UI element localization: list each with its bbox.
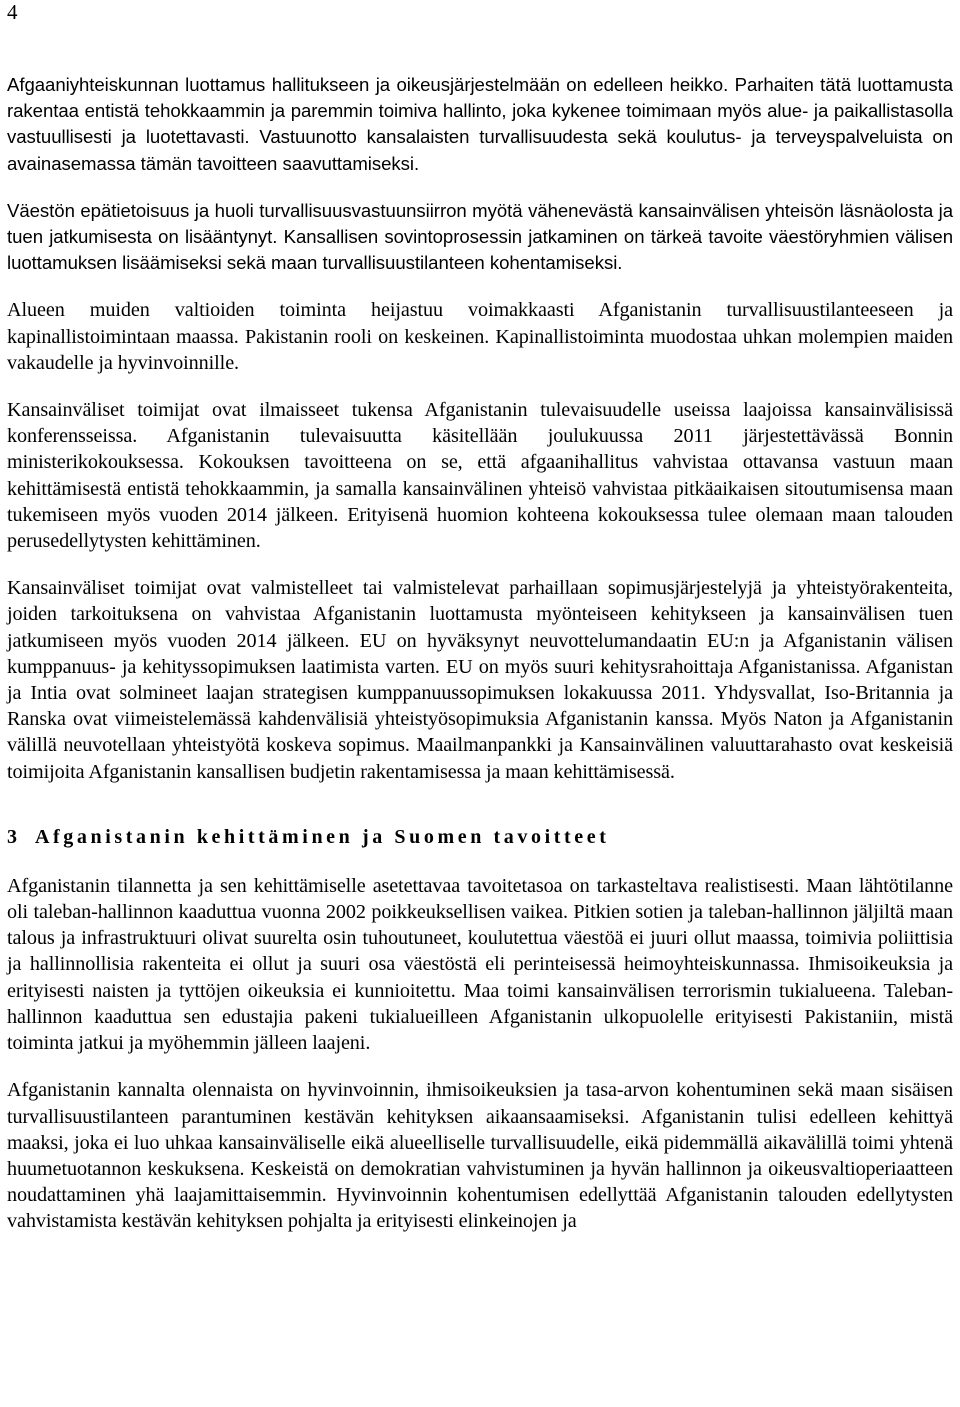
paragraph-regional-states: Alueen muiden valtioiden toiminta heijastuu voimakkaasti Afganistanin turvallisuustilanteeseen ja kapinallistoimintaan maassa. Pakistanin rooli on keskeinen. Kapinallistoiminta muodostaa uhkan molempien maiden vakaudelle ja hyvinvoinnille.	[7, 299, 953, 374]
paragraph-realistic-assessment: Afganistanin tilannetta ja sen kehittämiselle asetettavaa tavoitetasoa on tarkasteltava realistisesti. Maan lähtötilanne oli taleban-hallinnon kaaduttua vuonna 2002 poikkeuksellisen vaikea. Pitkien sotien ja taleban-hallinnon jäljiltä maan talous ja infrastruktuuri olivat suurelta osin tuhoutuneet, koulutettua väestöä ei juuri ollut maassa, toimivia poliittisia ja hallinnollisia rakenteita ei ollut ja suuri osa väestöstä eli perinteisessä heimoyhteiskunnassa. Ihmisoikeuksia ja erityisesti naisten ja tyttöjen oikeuksia ei kunnioitettu. Maa toimi kansainvälisen terrorismin tukialueena. Taleban-hallinnon kaaduttua sen edustajia pakeni tukialueilleen Afganistanin ulkopuolelle erityisesti Pakistaniin, mistä toiminta jatkui ja myöhemmin jälleen laajeni.	[7, 874, 953, 1055]
page-number: 4	[7, 0, 18, 24]
section-number: 3	[7, 825, 17, 848]
paragraph-cooperation-agreements: Kansainväliset toimijat ovat valmistelleet tai valmistelevat parhaillaan sopimusjärjestelyjä ja yhteistyörakenteita, joiden tarkoituksena on vahvistaa Afganistanin luottamusta myönteiseen kehitykseen ja kansainvälisen tuen jatkumiseen myös vuoden 2014 jälkeen. EU on hyväksynyt neuvottelumandaatin EU:n ja Afganistanin välisen kumppanuus- ja kehityssopimuksen laatimista varten. EU on myös suuri kehitysrahoittaja Afganistanissa. Afganistan ja Intia ovat solmineet laajan strategisen kumppanuussopimuksen lokakuussa 2011. Yhdysvallat, Iso-Britannia ja Ranska ovat viimeistelemässä kahdenvälisiä yhteistyösopimuksia Afganistanin kanssa. Myös Naton ja Afganistanin välillä neuvotellaan yhteistyötä koskeva sopimus. Maailmanpankki ja Kansainvälinen valuuttarahasto ovat keskeisiä toimijoita Afganistanin kansallisen budjetin rakentamisessa ja maan kehittämisessä.	[7, 577, 953, 783]
document-body	[7, 72, 953, 1235]
section-heading	[7, 824, 953, 850]
paragraph-population-uncertainty: Väestön epätietoisuus ja huoli turvallisuusvastuunsiirron myötä vähenevästä kansainvälisen yhteisön läsnäolosta ja tuen jatkumisesta on lisääntynyt. Kansallisen sovintoprosessin jatkaminen on tärkeä tavoite väestöryhmien välisen luottamuksen lisäämiseksi sekä maan turvallisuustilanteen kohentamiseksi.	[7, 199, 953, 274]
section-title: Afganistanin kehittäminen ja Suomen tavoitteet	[35, 825, 610, 848]
paragraph-international-support: Kansainväliset toimijat ovat ilmaisseet tukensa Afganistanin tulevaisuudelle useissa laajoissa kansainvälisissä konferensseissa. Afganistanin tulevaisuutta käsitellään joulukuussa 2011 järjestettävässä Bonnin ministerikokouksessa. Kokouksen tavoitteena on se, että afgaanihallitus vahvistaa ottavansa vastuun maan kehittämisestä entistä tehokkaammin, ja samalla kansainvälinen yhteisö vahvistaa pitkäaikaisen sitoutumisensa maan tukemiseen myös vuoden 2014 jälkeen. Erityisenä huomion kohteena kokouksessa tulee olemaan maan talouden perusedellytysten kehittäminen.	[7, 399, 953, 553]
paragraph-wellbeing-goals: Afganistanin kannalta olennaista on hyvinvoinnin, ihmisoikeuksien ja tasa-arvon kohentuminen sekä maan sisäisen turvallisuustilanteen parantuminen kestävän kehityksen aikaansaamiseksi. Afganistanin tulisi edelleen kehittyä maaksi, joka ei luo uhkaa kansainväliselle eikä alueelliselle turvallisuudelle, eikä pidemmällä aikavälillä toimi yhtenä huumetuotannon keskuksena. Keskeistä on demokratian vahvistuminen ja hyvän hallinnon ja oikeusvaltioperiaatteen noudattaminen yhä laajamittaisemmin. Hyvinvoinnin kohentumisen edellyttää Afganistanin talouden edellytysten vahvistamista kestävän kehityksen pohjalta ja erityisesti elinkeinojen ja	[7, 1079, 953, 1233]
paragraph-trust-in-government: Afgaaniyhteiskunnan luottamus hallitukseen ja oikeusjärjestelmään on edelleen heikko. Parhaiten tätä luottamusta rakentaa entistä tehokkaammin ja paremmin toimiva hallinto, joka kykenee toimimaan myös alue- ja paikallistasolla vastuullisesti ja luotettavasti. Vastuunotto kansalaisten turvallisuudesta sekä koulutus- ja terveyspalveluista on avainasemassa tämän tavoitteen saavuttamiseksi.	[7, 74, 953, 174]
